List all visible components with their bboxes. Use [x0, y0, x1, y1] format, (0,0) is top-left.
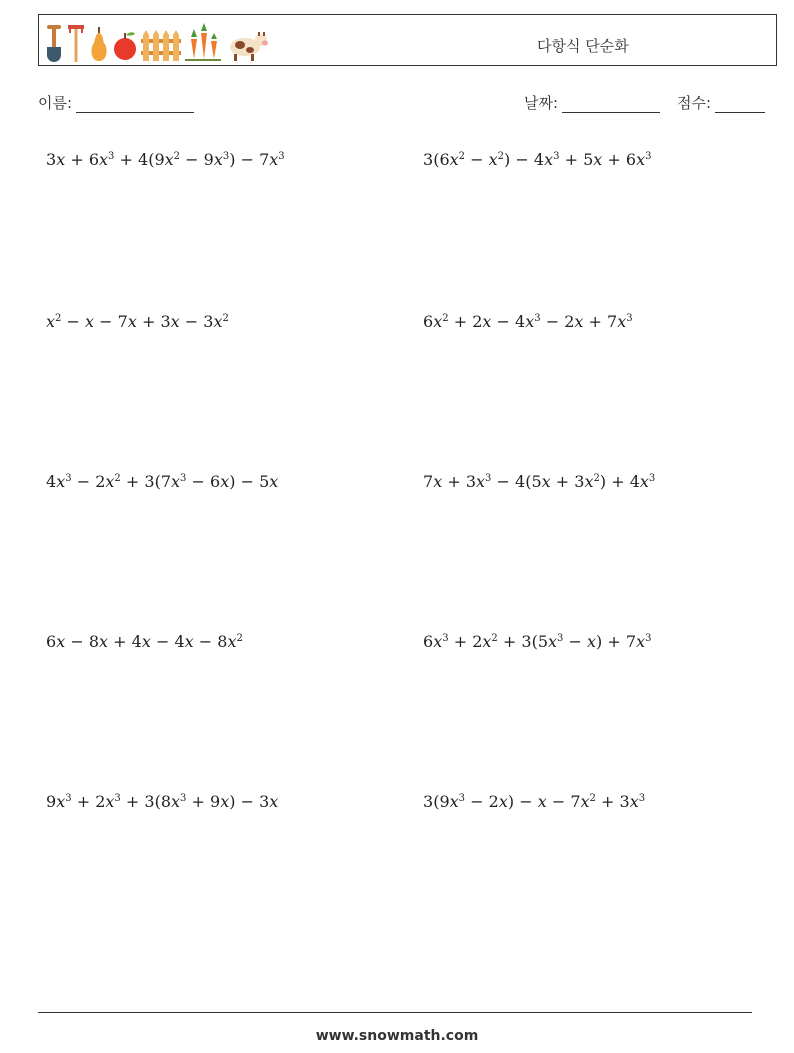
problem-10: $3(9x^3 - 2x) - x - 7x^2 + 3x^3$	[423, 792, 646, 811]
problem-8: $6x^3 + 2x^2 + 3(5x^3 - x) + 7x^3$	[423, 632, 652, 651]
problem-5: $4x^3 - 2x^2 + 3(7x^3 - 6x) - 5x$	[46, 472, 279, 491]
name-blank[interactable]	[76, 98, 194, 113]
problem-6: $7x + 3x^3 - 4(5x + 3x^2) + 4x^3$	[423, 472, 656, 491]
date-field	[524, 92, 660, 113]
header-icons	[45, 19, 269, 63]
cow-icon	[225, 23, 269, 63]
worksheet-title: 다항식 단순화	[537, 37, 629, 55]
problem-1: $3x + 6x^3 + 4(9x^2 - 9x^3) - 7x^3$	[46, 150, 285, 169]
pear-icon	[89, 23, 109, 63]
fence-icon	[141, 23, 181, 63]
apple-icon	[113, 23, 137, 63]
footer-divider	[38, 1012, 752, 1013]
score-blank[interactable]	[715, 98, 765, 113]
date-blank[interactable]	[562, 98, 660, 113]
problem-2: $3(6x^2 - x^2) - 4x^3 + 5x + 6x^3$	[423, 150, 652, 169]
problem-9: $9x^3 + 2x^3 + 3(8x^3 + 9x) - 3x$	[46, 792, 279, 811]
problem-4: $6x^2 + 2x - 4x^3 - 2x + 7x^3$	[423, 312, 633, 331]
problem-3: $x^2 - x - 7x + 3x - 3x^2$	[46, 312, 229, 331]
date-label: 날짜:	[524, 94, 559, 112]
problem-7: $6x - 8x + 4x - 4x - 8x^2$	[46, 632, 243, 651]
rake-icon	[67, 23, 85, 63]
name-label: 이름:	[38, 94, 73, 112]
carrots-icon	[185, 23, 221, 63]
footer-url: www.snowmath.com	[315, 1028, 479, 1044]
name-field	[38, 92, 194, 113]
score-field	[677, 92, 765, 113]
shovel-icon	[45, 23, 63, 63]
worksheet-header	[38, 14, 777, 66]
score-label: 점수:	[677, 94, 712, 112]
